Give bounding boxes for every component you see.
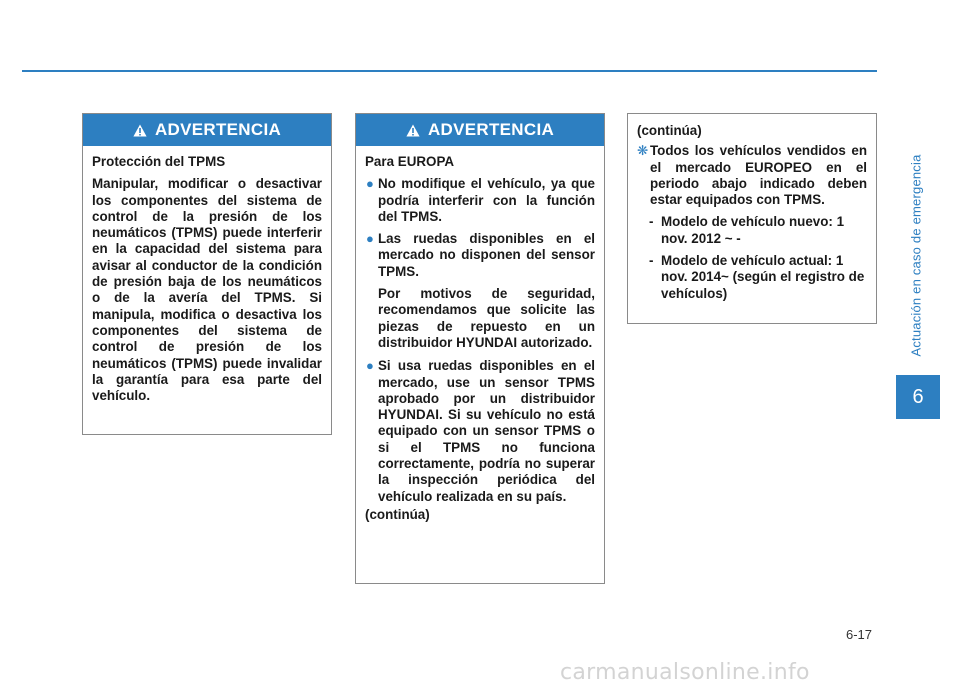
- list-item: ● Si usa ruedas disponibles en el mercado, use un sensor TPMS aprobado por un distribuidor HYUNDAI. Si su vehículo no está equipado con un sensor TPMS o si el TPMS no funciona correctamente, podría no superar la inspección periódica del vehículo realizada en su país.: [366, 358, 595, 504]
- chapter-tab[interactable]: 6: [896, 375, 940, 419]
- warning-header: [356, 114, 604, 146]
- warning-triangle-icon: [133, 124, 147, 137]
- star-icon: ❋: [637, 143, 649, 159]
- continued-box: [627, 113, 877, 324]
- box-subtitle: Protección del TPMS: [92, 154, 226, 169]
- chapter-side-title-text: Actuación en caso de emergencia: [908, 153, 924, 357]
- bullet-dot-icon: ●: [366, 176, 374, 192]
- list-item: ❋ Todos los vehículos vendidos en el mercado EUROPEO en el periodo abajo indicado deben estar equipados con TPMS.: [637, 143, 867, 208]
- dash-list: [637, 214, 867, 301]
- page-number: 6-17: [846, 627, 873, 642]
- warning-header-label: ADVERTENCIA: [154, 120, 282, 139]
- bullet-list: [365, 176, 595, 280]
- chapter-side-title: [896, 120, 936, 390]
- watermark: carmanualsonline.info: [560, 660, 810, 685]
- bullet-list: [365, 358, 595, 505]
- warning-header: [83, 114, 331, 146]
- top-divider: [22, 70, 877, 72]
- list-item: ● No modifique el vehículo, ya que podría interferir con la función del TPMS.: [366, 176, 595, 224]
- warning-box-europe: [355, 113, 605, 584]
- bullet-dot-icon: ●: [366, 231, 374, 247]
- box-paragraph: Manipular, modificar o desactivar los componentes del sistema de control de la presión de los neumáticos (TPMS) puede interferir en la capacidad del sistema para avisar al conductor de la condición de presión baja de los neumáticos o de la avería del TPMS. Si manipula, modifica o desactiva los componentes del sistema de control de presión de los neumáticos (TPMS) puede invalidar la garantía para esa parte del vehículo.: [92, 176, 322, 404]
- continues-label: (continúa): [365, 506, 430, 522]
- warning-triangle-icon: [406, 124, 420, 137]
- warning-header-label: ADVERTENCIA: [427, 120, 555, 139]
- list-item-continuation: Por motivos de seguridad, recomendamos que solicite las piezas de repuesto en un distribuidor HYUNDAI autorizado.: [378, 286, 595, 350]
- list-item: - Modelo de vehículo nuevo: 1 nov. 2012 ~ -: [649, 214, 845, 246]
- warning-box-tpms-protection: [82, 113, 332, 435]
- continued-label: (continúa): [637, 123, 702, 138]
- bullet-dot-icon: ●: [366, 358, 374, 374]
- box-subtitle: Para EUROPA: [365, 154, 455, 169]
- list-item: ● Las ruedas disponibles en el mercado no disponen del sensor TPMS.: [366, 231, 595, 279]
- list-item: - Modelo de vehículo actual: 1 nov. 2014~ (según el registro de vehículos): [649, 253, 865, 301]
